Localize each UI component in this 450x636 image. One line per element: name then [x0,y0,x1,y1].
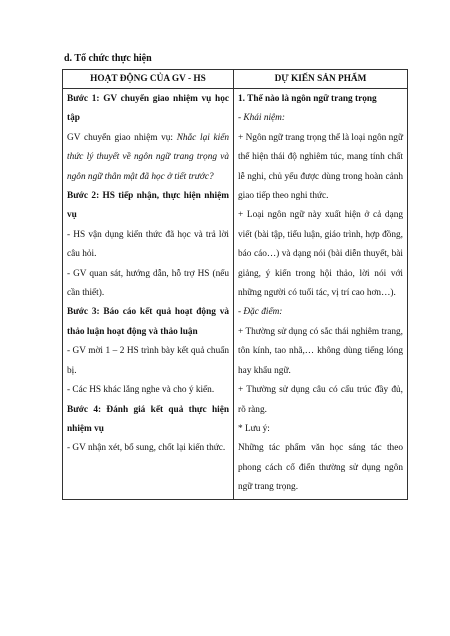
formal-language-title: 1. Thế nào là ngôn ngữ trang trọng [238,94,377,104]
step2-title: Bước 2: HS tiếp nhận, thực hiện nhiệm vụ [67,191,229,221]
step1-text-question: Nhắc lại kiến thức lý thuyết về ngôn ngữ trang trọng và ngôn ngữ thân mật đã học ở tiết trước? [67,132,229,182]
feature-label: - Đặc điểm: [238,307,283,318]
section-heading: d. Tổ chức thực hiện [64,53,152,64]
concept-label: - Khái niệm: [238,113,285,124]
feature-item-2: + Thường sử dụng câu có cấu trúc đầy đủ, rõ ràng. [238,385,403,415]
step1-title: Bước 1: GV chuyển giao nhiệm vụ học tập [67,94,229,124]
concept-item-1: + Ngôn ngữ trang trọng thể là loại ngôn ngữ thể hiện thái độ nghiêm túc, mang tính chất lễ nghi, chủ yếu được dùng trong hoàn cảnh giao tiếp theo nghi thức. [238,132,403,202]
feature-item-1: + Thường sử dụng có sắc thái nghiêm trang, tôn kính, tao nhã,… không dùng tiếng lóng hay khẩu ngữ. [238,326,403,376]
activity-table [62,69,408,500]
step4-title: Bước 4: Đánh giá kết quả thực hiện nhiệm vụ [67,404,229,434]
step2-item-1: - HS vận dụng kiến thức đã học và trả lời câu hỏi. [67,229,229,260]
step4-item-1: - GV nhận xét, bổ sung, chốt lại kiến thức. [67,443,226,454]
step3-item-2: - Các HS khác lắng nghe và cho ý kiến. [67,385,215,396]
activities-cell [63,89,234,500]
table-header-row [63,70,408,89]
step1-text-prefix: GV chuyển giao nhiệm vụ: [67,132,177,143]
step1-text [67,129,229,187]
products-cell [234,89,408,500]
header-expected-products: DỰ KIẾN SẢN PHẨM [234,70,408,89]
step3-item-1: - GV mời 1 – 2 HS trình bày kết quả chuẩn bị. [67,346,229,376]
step3-title: Bước 3: Báo cáo kết quả hoạt động và thảo luận hoạt động và thảo luận [67,307,229,337]
header-teacher-student-activities: HOẠT ĐỘNG CỦA GV - HS [63,70,234,89]
note-label: * Lưu ý: [238,423,270,434]
concept-item-2: + Loại ngôn ngữ này xuất hiện ở cả dạng viết (bài tập, tiểu luận, giáo trình, hợp đồng, báo cáo…) và dạng nói (bài diễn thuyết, bài giảng, ý kiến trong hội thảo, lời nói với những người có tuổi tác, vị trí cao hơn…). [238,210,403,299]
note-text: Những tác phẩm văn học sáng tác theo phong cách cổ điển thường sử dụng ngôn ngữ trang trọng. [238,443,403,493]
table-row [63,89,408,500]
step2-item-2: - GV quan sát, hướng dẫn, hỗ trợ HS (nếu cần thiết). [67,268,229,299]
